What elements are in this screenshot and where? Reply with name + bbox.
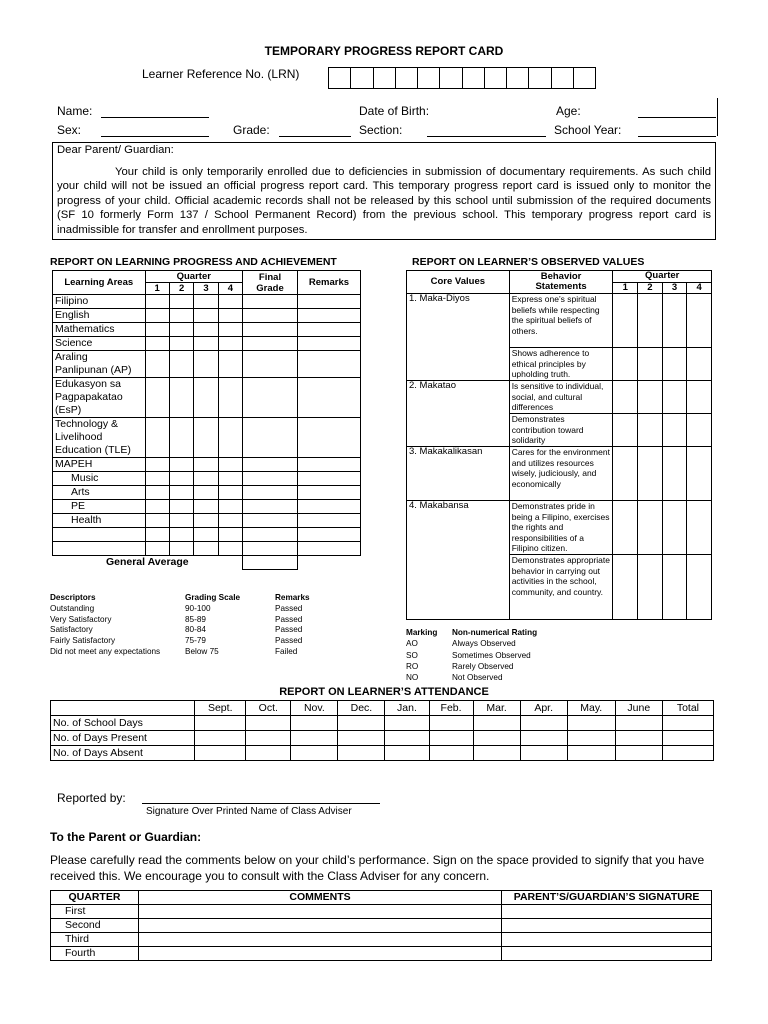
attendance-table: Sept. Oct. Nov. Dec. Jan. Feb. Mar. Apr. May. June Total No. of School Days No. of Days Present No. of Days Absent [50, 700, 714, 761]
sex-field[interactable] [101, 136, 209, 137]
parent-heading: To the Parent or Guardian: [50, 830, 202, 844]
marking-legend: Marking Non-numerical Rating AO Always Observed SO Sometimes Observed RO Rarely Observed NO Not Observed [406, 628, 538, 683]
subject-mapeh: MAPEH [53, 458, 146, 472]
statement: Demonstrates contribution toward solidarity [509, 414, 613, 447]
comments-table [50, 890, 712, 961]
adviser-signature-caption: Signature Over Printed Name of Class Adviser [146, 806, 352, 817]
subject-math: Mathematics [53, 323, 146, 337]
table-row [53, 514, 361, 528]
subject-pe: PE [53, 500, 146, 514]
school-year-field[interactable] [638, 136, 716, 137]
table-row [51, 716, 714, 731]
table-row [53, 486, 361, 500]
row-school-days: No. of School Days [51, 716, 195, 731]
grading-legend: Descriptors Grading Scale Remarks Outstanding 90-100 Passed Very Satisfactory 85-89 Passed Satisfactory 80-84 Passed Fairly Satisfactory 75-79 Passed Did not meet any expectations Below 75 Failed [50, 593, 310, 656]
notice-salutation: Dear Parent/ Guardian: [57, 144, 174, 156]
table-row [53, 542, 361, 556]
quarter-second: Second [51, 919, 139, 933]
age-field[interactable] [638, 117, 716, 118]
q4-header: 4 [218, 283, 242, 295]
table-row [51, 933, 712, 947]
reported-by-label: Reported by: [57, 791, 126, 805]
core-makatao: 2. Makatao [407, 381, 510, 447]
col-comments: COMMENTS [138, 891, 501, 905]
quarter-fourth: Fourth [51, 947, 139, 961]
table-row [53, 528, 361, 542]
subject-english: English [53, 309, 146, 323]
col-core-values: Core Values [407, 271, 510, 294]
col-quarter: QUARTER [51, 891, 139, 905]
col-remarks: Remarks [297, 271, 360, 295]
row-days-present: No. of Days Present [51, 731, 195, 746]
learning-table [52, 270, 361, 570]
values-heading: REPORT ON LEARNER’S OBSERVED VALUES [412, 256, 645, 268]
subject-science: Science [53, 337, 146, 351]
school-year-label: School Year: [554, 123, 622, 137]
subject-ap: Araling Panlipunan (AP) [53, 351, 146, 378]
row-days-absent: No. of Days Absent [51, 746, 195, 761]
grade-label: Grade: [233, 123, 270, 137]
subject-arts: Arts [53, 486, 146, 500]
page-title: TEMPORARY PROGRESS REPORT CARD [264, 44, 504, 58]
notice-box [52, 142, 716, 240]
statement: Is sensitive to individual, social, and cultural differences [509, 381, 613, 414]
sex-label: Sex: [57, 123, 82, 137]
adviser-signature-line[interactable] [142, 803, 380, 804]
dob-label: Date of Birth: [359, 104, 430, 118]
statement: Cares for the environment and utilizes resources wisely, judiciously, and economically [509, 447, 613, 501]
quarter-first: First [51, 905, 139, 919]
section-field[interactable] [427, 136, 546, 137]
learning-heading: REPORT ON LEARNING PROGRESS AND ACHIEVEMENT [50, 256, 337, 268]
table-row [53, 500, 361, 514]
statement: Express one’s spiritual beliefs while respecting the spiritual beliefs of others. [509, 294, 613, 348]
col-final-grade: Final Grade [243, 271, 298, 295]
parent-body: Please carefully read the comments below on your child’s performance. Sign on the space provided to signify that you have received this. We encourage you to consult with the Class Adviser for any concern. [50, 853, 705, 883]
age-label: Age: [556, 104, 581, 118]
statement: Shows adherence to ethical principles by upholding truth. [509, 348, 613, 381]
table-row [53, 295, 361, 309]
table-row [53, 309, 361, 323]
table-row [53, 458, 361, 472]
table-row [53, 323, 361, 337]
general-average-row [53, 556, 361, 570]
table-row [53, 351, 361, 378]
subject-esp: Edukasyon sa Pagpapakatao (EsP) [53, 378, 146, 418]
q2-header: 2 [169, 283, 193, 295]
attendance-heading: REPORT ON LEARNER’S ATTENDANCE [279, 686, 489, 698]
grade-field[interactable] [279, 136, 351, 137]
table-row [51, 746, 714, 761]
q3-header: 3 [194, 283, 218, 295]
col-signature: PARENT’S/GUARDIAN’S SIGNATURE [502, 891, 712, 905]
name-field[interactable] [101, 117, 209, 118]
values-table: Core Values Behavior Statements Quarter 1 2 3 4 1. Maka-Diyos Express one’s spiritual beliefs while respecting the spiritual beliefs of others. Shows adherence to ethical principles by upholding truth. 2. Makatao Is sensitive to individual, social, and cultural differences Demonstrates contribution toward solidarity 3. Makakalikasan Cares for the environment and utilizes resources wisely, judiciously, and economically 4. Makabansa Demonstrates pride in being a Filipino, exercises the rights and responsibilities of a Filipino citizen. Demonstrates appropriate behavior in carrying out activities in the school, community, and country. [406, 270, 712, 620]
subject-filipino: Filipino [53, 295, 146, 309]
subject-tle: Technology & Livelihood Education (TLE) [53, 418, 146, 458]
core-makabansa: 4. Makabansa [407, 501, 510, 620]
table-row [51, 731, 714, 746]
notice-body: Your child is only temporarily enrolled due to deficiencies in submission of documentary requirements. As such child your child will not be issued an official progress report card. This temporary progress report card is issued only to monitor the progress of your child. Official academic records shall not be released by this school until submission of the required documents (SF 10 formerly Form 137 / School Permanent Record) from the previous school. This temporary progress report card is inadmissible for transfer and enrollment purposes. [57, 165, 711, 236]
col-quarter: Quarter [613, 271, 712, 283]
section-label: Section: [359, 123, 403, 137]
table-row [53, 472, 361, 486]
quarter-third: Third [51, 933, 139, 947]
q1-header: 1 [145, 283, 169, 295]
subject-music: Music [53, 472, 146, 486]
core-maka-diyos: 1. Maka-Diyos [407, 294, 510, 381]
table-row [53, 418, 361, 458]
name-label: Name: [57, 104, 93, 118]
general-average-label: General Average [53, 556, 243, 570]
subject-health: Health [53, 514, 146, 528]
table-row [53, 378, 361, 418]
table-row [51, 919, 712, 933]
col-quarter: Quarter [145, 271, 243, 283]
statement: Demonstrates appropriate behavior in carrying out activities in the school, community, and country. [509, 555, 613, 620]
col-learning-areas: Learning Areas [53, 271, 146, 295]
lrn-label: Learner Reference No. (LRN) [142, 67, 300, 81]
table-row [51, 947, 712, 961]
table-row [51, 905, 712, 919]
col-behavior: Behavior Statements [509, 271, 613, 294]
lrn-boxes[interactable] [328, 67, 596, 89]
statement: Demonstrates pride in being a Filipino, exercises the rights and responsibilities of a Filipino citizen. [509, 501, 613, 555]
table-row [53, 337, 361, 351]
core-makakalikasan: 3. Makakalikasan [407, 447, 510, 501]
